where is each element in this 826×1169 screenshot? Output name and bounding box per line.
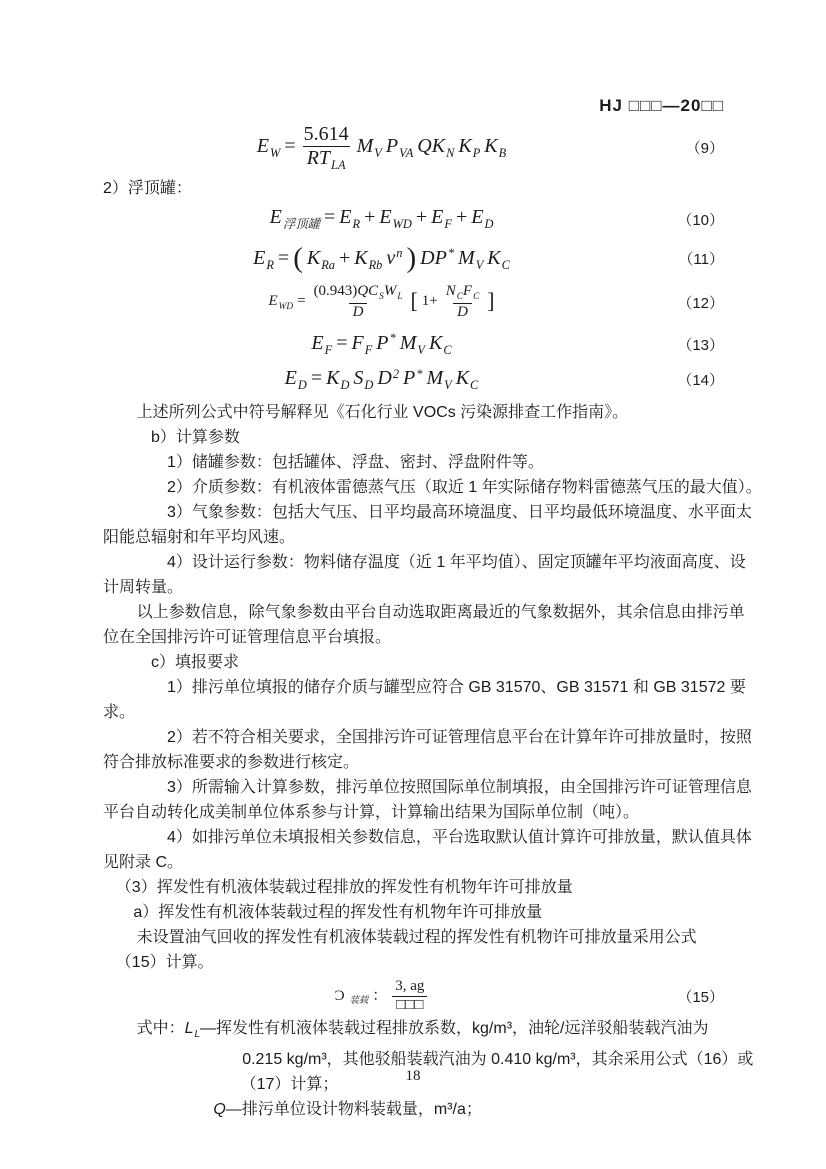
text-line: 上述所列公式中符号解释见《石化行业 VOCs 污染源排查工作指南》。 xyxy=(136,404,629,422)
formula-13-number: （13） xyxy=(677,336,724,354)
text-line: 未设置油气回收的挥发性有机液体装载过程的挥发性有机物许可排放量采用公式 xyxy=(136,929,697,947)
formula-12 xyxy=(103,281,724,323)
formula-13 xyxy=(103,329,724,360)
text-line: （3）挥发性有机液体装载过程排放的挥发性有机物年许可排放量 xyxy=(115,879,573,897)
page-content xyxy=(103,0,762,1122)
text-line: （15）计算。 xyxy=(115,954,214,972)
text-line: 1）排污单位填报的储存介质与罐型应符合 GB 31570、GB 31571 和 GB 31572 要 xyxy=(167,679,746,697)
formula-15-expression: Ɔ $_{装载}$ ： 3, ag □□□ xyxy=(103,978,660,1014)
formula-15 xyxy=(103,976,724,1016)
text-line: 计周转量。 xyxy=(103,579,184,597)
text-line: 位在全国排污许可证管理信息平台填报。 xyxy=(103,629,392,647)
formula-12-expression: $E_{WD}$ = $(0.943)QC_SW_L$ D [ 1+ $N_CF_C$ D ] xyxy=(268,283,495,320)
text-line: 0.215 kg/m³，其他驳船装载汽油为 0.410 kg/m³，其余采用公式（16）或 xyxy=(242,1050,754,1068)
text-line: a）挥发性有机液体装载过程的挥发性有机物年许可排放量 xyxy=(133,904,543,922)
formula-10-expression: $E_{浮顶罐} = E_R + E_{WD} + E_F + E_D$ xyxy=(269,206,494,232)
text-line: 以上参数信息，除气象参数由平台自动选取距离最近的气象数据外，其余信息由排污单 xyxy=(136,604,745,622)
formula-12-number: （12） xyxy=(677,294,724,312)
text-line: 2）若不符合相关要求，全国排污许可证管理信息平台在计算年许可排放量时，按照 xyxy=(167,729,752,747)
formula-14-expression: $E_D = K_D$ $S_D$ $D^2$ P* $M_V$ $K_C$ xyxy=(284,366,479,393)
text-line: 4）如排污单位未填报相关参数信息，平台选取默认值计算许可排放量，默认值具体 xyxy=(167,829,752,847)
formula-14-number: （14） xyxy=(677,372,724,390)
text-line: 求。 xyxy=(103,704,136,722)
text-line: 平台自动转化成美制单位体系参与计算，计算输出结果为国际单位制（吨）。 xyxy=(103,804,640,822)
formula-10-number: （10） xyxy=(677,211,724,229)
list-item-floating-roof-tank: 2）浮顶罐： xyxy=(103,180,192,198)
formula-11-expression: $E_R$ = ( $K_{Ra} + K_{Rb}$ $v^n$ ) DP* $M_V$ $K_C$ xyxy=(253,242,510,275)
formula-9 xyxy=(103,121,724,174)
formula-11-number: （11） xyxy=(678,251,724,269)
formula-10 xyxy=(103,204,724,234)
standard-number-header: HJ □□□—20□□ xyxy=(599,96,724,115)
text-line: b）计算参数 xyxy=(151,429,240,447)
text-line: 3）所需输入计算参数，排污单位按照国际单位制填报，由全国排污许可证管理信息 xyxy=(167,779,752,797)
formula-11 xyxy=(103,240,724,277)
text-line: 式中：$L_L—$挥发性有机液体装载过程排放系数，kg/m³，油轮/远洋驳船装载汽油为 xyxy=(136,1019,709,1040)
text-line: c）填报要求 xyxy=(151,654,240,672)
text-line: 4）设计运行参数：物料储存温度（近 1 年平均值）、固定顶罐年平均液面高度、设 xyxy=(167,554,746,572)
text-line: Q—排污单位设计物料装载量，m³/a； xyxy=(213,1100,482,1118)
text-line: 见附录 C。 xyxy=(103,854,184,872)
text-line: 符合排放标准要求的参数进行核定。 xyxy=(103,754,360,772)
formula-9-expression: $E_W$ = 5.614 $RT_{LA}$ $M_V$ $P_{VA}$ $QK_N$ $K_P$ $K_B$ xyxy=(256,123,507,172)
text-line: 1）储罐参数：包括罐体、浮盘、密封、浮盘附件等。 xyxy=(167,454,544,472)
formula-15-number: （15） xyxy=(677,988,724,1006)
text-line: 2）介质参数：有机液体雷德蒸气压（取近 1 年实际储存物料雷德蒸气压的最大值）。 xyxy=(167,479,762,497)
page-number: 18 xyxy=(405,1068,421,1084)
text-line: 阳能总辐射和年平均风速。 xyxy=(103,529,296,547)
text-line: （17）计算； xyxy=(240,1075,339,1093)
formula-14 xyxy=(103,365,724,396)
body-paragraphs xyxy=(103,400,762,975)
formula-13-expression: $E_F = F_F$ P* $M_V$ $K_C$ xyxy=(311,330,452,357)
formula-9-number: （9） xyxy=(685,140,724,158)
text-line: 3）气象参数：包括大气压、日平均最高环境温度、日平均最低环境温度、水平面太 xyxy=(167,504,752,522)
